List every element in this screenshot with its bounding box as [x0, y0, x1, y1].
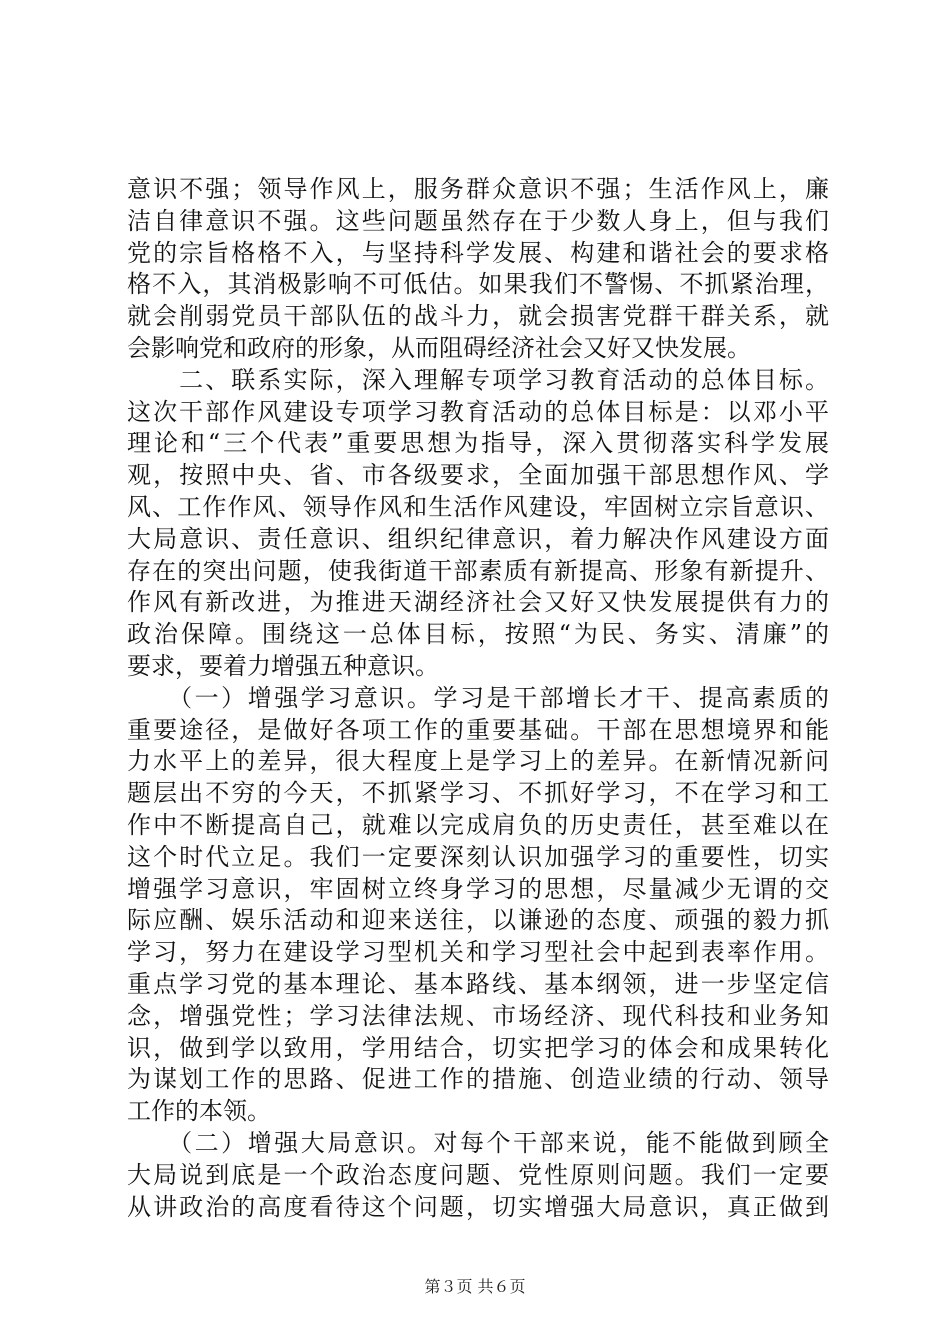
text-line: 理论和“三个代表”重要思想为指导，深入贯彻落实科学发展 [127, 429, 829, 458]
text-line: 力水平上的差异，很大程度上是学习上的差异。在新情况新问 [127, 747, 829, 776]
text-line: 作中不断提高自己，就难以完成肩负的历史责任，甚至难以在 [127, 810, 829, 839]
text-line: 党的宗旨格格不入，与坚持科学发展、构建和谐社会的要求格 [127, 238, 829, 267]
text-line: 念，增强党性；学习法律法规、市场经济、现代科技和业务知 [127, 1001, 829, 1030]
text-line: 就会削弱党员干部队伍的战斗力，就会损害党群干群关系，就 [127, 302, 829, 331]
text-line: （一）增强学习意识。学习是干部增长才干、提高素质的 [127, 683, 829, 712]
text-line: 存在的突出问题，使我街道干部素质有新提高、形象有新提升、 [127, 556, 829, 585]
text-line: 这个时代立足。我们一定要深刻认识加强学习的重要性，切实 [127, 842, 829, 871]
text-line: 要求，要着力增强五种意识。 [127, 651, 439, 680]
text-line: 识，做到学以致用，学用结合，切实把学习的体会和成果转化 [127, 1033, 829, 1062]
text-line: 政治保障。围绕这一总体目标，按照“为民、务实、清廉”的 [127, 620, 829, 649]
text-line: 会影响党和政府的形象，从而阻碍经济社会又好又快发展。 [127, 333, 751, 362]
text-line: 这次干部作风建设专项学习教育活动的总体目标是：以邓小平 [127, 397, 829, 426]
text-line: 学习，努力在建设学习型机关和学习型社会中起到表率作用。 [127, 938, 829, 967]
text-line: 大局意识、责任意识、组织纪律意识，着力解决作风建设方面 [127, 524, 829, 553]
text-line: 为谋划工作的思路、促进工作的措施、创造业绩的行动、领导 [127, 1065, 829, 1094]
text-line: 增强学习意识，牢固树立终身学习的思想，尽量减少无谓的交 [127, 874, 829, 903]
page-footer: 第３页 共６页 [424, 1277, 526, 1296]
text-line: 风、工作作风、领导作风和生活作风建设，牢固树立宗旨意识、 [127, 492, 829, 521]
text-line: 重要途径，是做好各项工作的重要基础。干部在思想境界和能 [127, 715, 829, 744]
text-line: 观，按照中央、省、市各级要求，全面加强干部思想作风、学 [127, 461, 829, 490]
text-line: 意识不强；领导作风上，服务群众意识不强；生活作风上，廉 [127, 175, 829, 203]
text-line: 重点学习党的基本理论、基本路线、基本纲领，进一步坚定信 [127, 969, 829, 998]
text-line: 从讲政治的高度看待这个问题，切实增强大局意识，真正做到 [127, 1192, 829, 1221]
text-line: 际应酬、娱乐活动和迎来送往，以谦逊的态度、顽强的毅力抓 [127, 906, 829, 935]
text-line: 工作的本领。 [127, 1097, 271, 1126]
text-line: 题层出不穷的今天，不抓紧学习、不抓好学习，不在学习和工 [127, 779, 829, 808]
document-body [127, 174, 829, 1223]
text-line: 洁自律意识不强。这些问题虽然存在于少数人身上，但与我们 [127, 206, 829, 235]
text-line: 大局说到底是一个政治态度问题、党性原则问题。我们一定要 [127, 1160, 829, 1189]
text-line: 二、联系实际，深入理解专项学习教育活动的总体目标。 [127, 365, 829, 394]
text-line: （二）增强大局意识。对每个干部来说，能不能做到顾全 [127, 1128, 829, 1157]
text-line: 格不入，其消极影响不可低估。如果我们不警惕、不抓紧治理， [127, 270, 829, 299]
text-line: 作风有新改进，为推进天湖经济社会又好又快发展提供有力的 [127, 588, 829, 617]
